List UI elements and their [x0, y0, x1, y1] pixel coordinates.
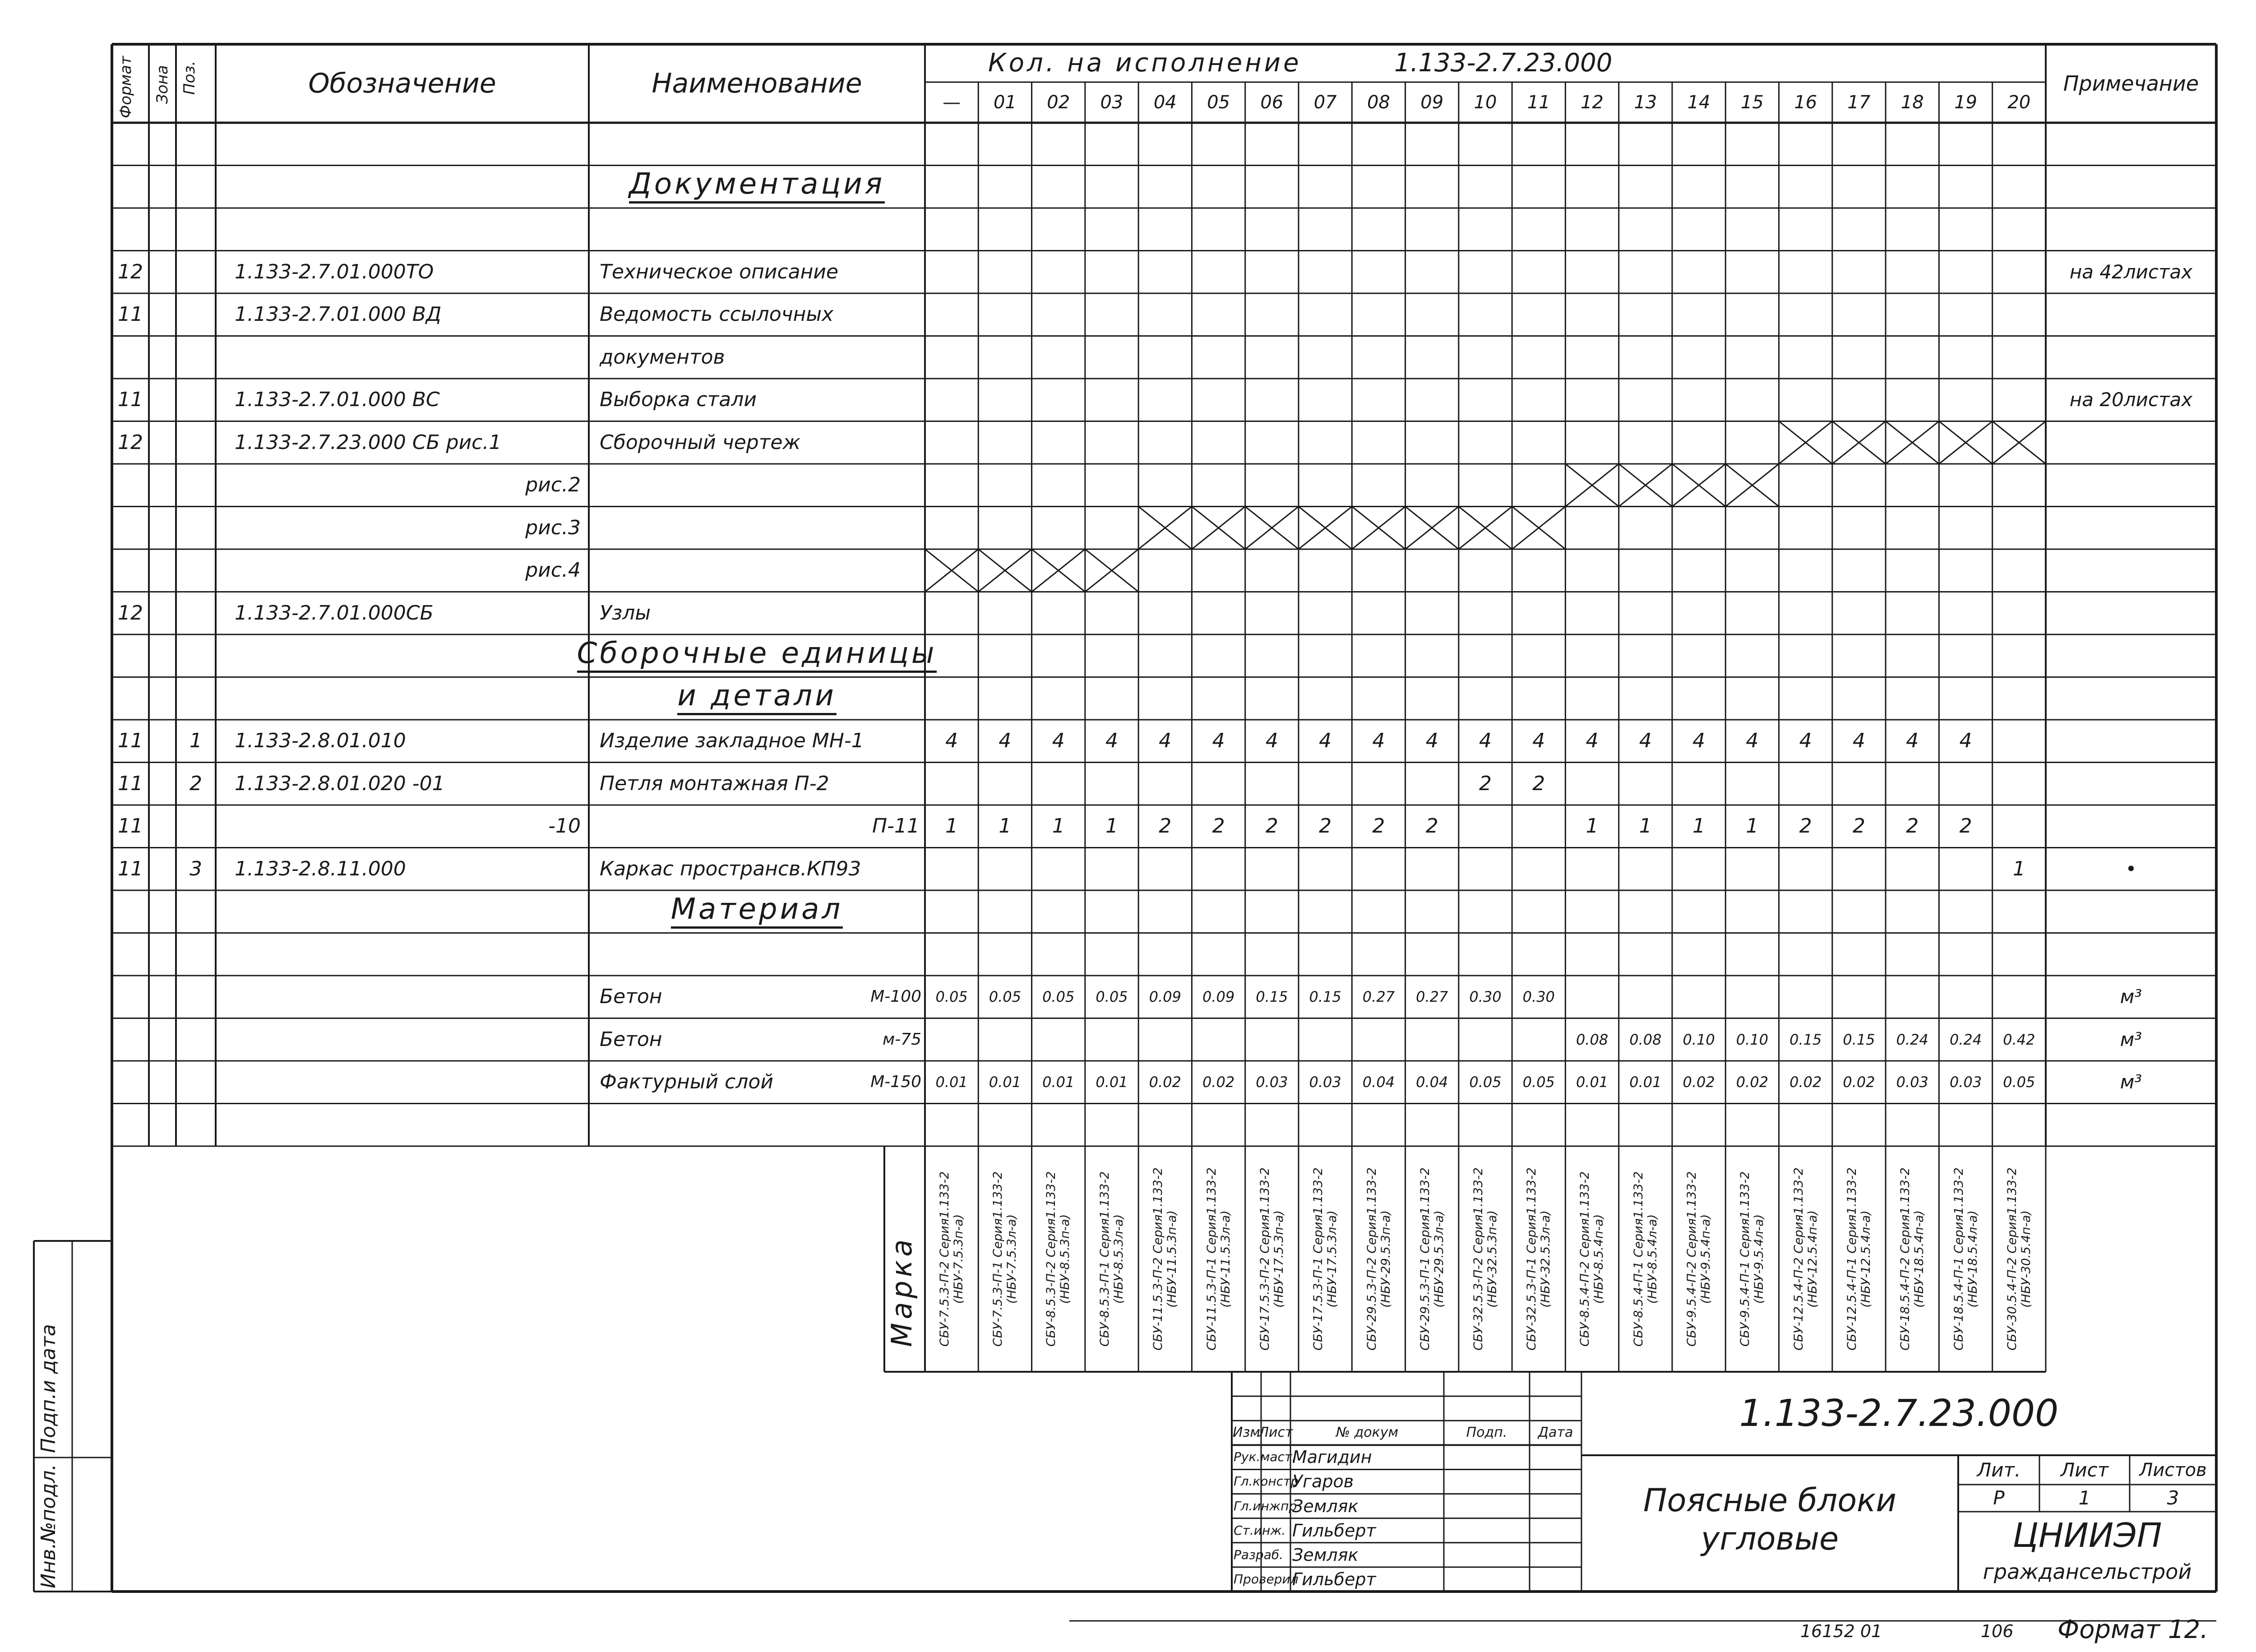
header-pos: Поз.: [180, 60, 199, 95]
row-note: м³: [2120, 1071, 2142, 1093]
count-value: 4: [999, 729, 1012, 753]
marka-item: [1405, 1146, 1459, 1372]
marka-item-text: СБУ-8.5.3-П-1 Серия1.133-2 (НБУ-8.5.3л-а): [1097, 1171, 1126, 1347]
section-heading-text: Сборочные единицы: [577, 639, 937, 673]
count-value: 2: [1479, 772, 1492, 795]
side-stamp-sign: Подп.и дата: [37, 1324, 60, 1453]
row-designation: рис.3: [525, 516, 581, 539]
exec-column-header: 14: [1687, 92, 1710, 113]
row-grade: М-100: [870, 987, 921, 1006]
row-name: Выборка стали: [600, 388, 757, 412]
exec-column-header: 09: [1420, 92, 1444, 113]
marka-item: [1992, 1146, 2046, 1372]
marka-item: [925, 1146, 978, 1372]
count-value: 2: [1959, 814, 1972, 838]
count-value: 4: [1372, 729, 1385, 753]
exec-column-header: 07: [1313, 92, 1337, 113]
marka-item-text: СБУ-8.5.4-П-1 Серия1.133-2 (НБУ-8.5.4л-а): [1631, 1171, 1660, 1347]
signature-role: Рук.маст.: [1234, 1449, 1296, 1465]
signature-name: Гильберт: [1292, 1569, 1376, 1589]
marka-item-text: СБУ-9.5.4-П-2 Серия1.133-2 (НБУ-9.5.4п-а): [1685, 1171, 1713, 1347]
signature-name: Гильберт: [1292, 1520, 1376, 1541]
exec-column-header: 01: [993, 92, 1017, 113]
marka-item: [1939, 1146, 1992, 1372]
marka-item-text: СБУ-8.5.3-П-2 Серия1.133-2 (НБУ-8.5.3п-а): [1044, 1171, 1073, 1347]
count-value: 4: [945, 729, 958, 753]
header-note: Примечание: [2063, 71, 2199, 96]
marka-item: [1779, 1146, 1832, 1372]
marka-item-text: СБУ-32.5.3-П-2 Серия1.133-2 (НБУ-32.5.3п-а): [1471, 1167, 1499, 1351]
count-value: 2: [1265, 814, 1278, 838]
count-value: 1: [2012, 857, 2025, 880]
marka-item-text: СБУ-30.5.4-П-2 Серия1.133-2 (НБУ-30.5.4п-а): [2005, 1167, 2033, 1351]
signature-role: Гл.инжпр: [1234, 1498, 1297, 1513]
marka-item-text: СБУ-7.5.3-П-2 Серия1.133-2 (НБУ-7.5.3п-а): [938, 1171, 966, 1347]
marka-item-text: СБУ-17.5.3-П-1 Серия1.133-2 (НБУ-17.5.3л-а): [1311, 1167, 1340, 1351]
exec-column-header: 16: [1794, 92, 1817, 113]
doc-title-line1: Поясные блоки: [1643, 1482, 1896, 1519]
count-value: 4: [1586, 729, 1599, 753]
count-value: 0.01: [989, 1074, 1022, 1091]
marka-item: [1299, 1146, 1352, 1372]
count-value: 2: [1319, 814, 1332, 838]
section-heading-text: и детали: [677, 681, 837, 715]
count-value: 1: [1639, 814, 1652, 838]
row-designation: 1.133-2.7.01.000ТО: [235, 260, 434, 283]
marka-item-text: СБУ-18.5.4-П-1 Серия1.133-2 (НБУ-18.5.4л-а): [1951, 1167, 1980, 1351]
count-value: 0.15: [1789, 1031, 1822, 1048]
count-value: 0.02: [1683, 1074, 1715, 1091]
count-value: 2: [1532, 772, 1545, 795]
marka-item-text: СБУ-18.5.4-П-2 Серия1.133-2 (НБУ-18.5.4п-а): [1898, 1167, 1927, 1351]
count-value: 0.15: [1843, 1031, 1875, 1048]
count-value: 2: [1159, 814, 1172, 838]
count-value: 1: [1692, 814, 1706, 838]
row-pos: 2: [190, 772, 202, 795]
count-value: 0.01: [1576, 1074, 1609, 1091]
signature-role: Ст.инж.: [1234, 1522, 1286, 1538]
lit-value: Р: [1993, 1487, 2005, 1509]
sheets-value: 3: [2167, 1487, 2179, 1509]
count-value: 1: [1105, 814, 1118, 838]
signature-role: Проверил: [1234, 1571, 1299, 1587]
row-name: Фактурный слой: [600, 1070, 773, 1094]
marka-item-text: СБУ-9.5.4-П-1 Серия1.133-2 (НБУ-9.5.4л-а): [1738, 1171, 1766, 1347]
count-value: 0.01: [1096, 1074, 1128, 1091]
marka-item: [1352, 1146, 1405, 1372]
count-value: 0.01: [1629, 1074, 1662, 1091]
count-value: 0.08: [1576, 1031, 1609, 1048]
row-format: 11: [118, 814, 143, 838]
count-value: 4: [1799, 729, 1812, 753]
row-name: Техническое описание: [600, 260, 839, 283]
count-value: 0.30: [1522, 988, 1555, 1006]
title-block-header: Изм: [1232, 1425, 1261, 1441]
row-designation: 1.133-2.8.11.000: [235, 857, 406, 880]
marka-item-text: СБУ-32.5.3-П-1 Серия1.133-2 (НБУ-32.5.3л-а): [1525, 1167, 1553, 1351]
header-designation: Обозначение: [308, 68, 496, 99]
footer-code1: 16152 01: [1800, 1621, 1882, 1641]
row-designation: 1.133-2.7.01.000 ВС: [235, 388, 440, 412]
count-value: 0.04: [1416, 1074, 1448, 1091]
footer-format: Формат 12.: [2057, 1615, 2209, 1644]
marka-label: Марка: [885, 1236, 918, 1347]
marka-item: [1565, 1146, 1618, 1372]
title-block-header: Подп.: [1466, 1425, 1507, 1441]
marka-item-text: СБУ-29.5.3-П-2 Серия1.133-2 (НБУ-29.5.3п-а): [1364, 1167, 1393, 1351]
count-value: 4: [1959, 729, 1972, 753]
count-value: 0.05: [1096, 988, 1128, 1006]
count-value: 0.27: [1416, 988, 1448, 1006]
marka-item-text: СБУ-11.5.3-П-1 Серия1.133-2 (НБУ-11.5.3л-а): [1204, 1167, 1233, 1351]
marka-item: [1672, 1146, 1725, 1372]
exec-column-header: 13: [1634, 92, 1657, 113]
marka-item: [1245, 1146, 1299, 1372]
row-name: Петля монтажная П-2: [600, 772, 829, 795]
exec-column-header: 15: [1740, 92, 1764, 113]
count-value: 0.24: [1896, 1031, 1928, 1048]
count-value: 2: [1212, 814, 1225, 838]
header-name: Наименование: [652, 68, 862, 99]
section-heading-text: Материал: [671, 895, 843, 929]
count-value: 0.03: [1256, 1074, 1288, 1091]
row-name: Бетон: [600, 1027, 662, 1051]
count-value: 4: [1425, 729, 1438, 753]
sheet-label: Лист: [2060, 1458, 2109, 1481]
row-designation: рис.2: [525, 473, 581, 497]
row-note: м³: [2120, 986, 2142, 1008]
marka-item-text: СБУ-11.5.3-П-2 Серия1.133-2 (НБУ-11.5.3п-а): [1151, 1167, 1179, 1351]
row-format: 12: [118, 430, 143, 454]
exec-column-header: 02: [1047, 92, 1070, 113]
doc-number: 1.133-2.7.23.000: [1739, 1392, 2059, 1435]
row-format: 12: [118, 260, 143, 283]
count-value: 0.03: [1309, 1074, 1341, 1091]
count-value: 0.02: [1736, 1074, 1769, 1091]
marka-item-text: СБУ-8.5.4-П-2 Серия1.133-2 (НБУ-8.5.4п-а): [1578, 1171, 1606, 1347]
footer-code2: 106: [1981, 1621, 2014, 1641]
count-value: 0.05: [1522, 1074, 1555, 1091]
exec-column-header: 03: [1100, 92, 1123, 113]
count-value: 0.05: [2003, 1074, 2035, 1091]
count-value: 0.15: [1256, 988, 1288, 1006]
section-heading: [577, 634, 937, 677]
count-value: 0.04: [1362, 1074, 1395, 1091]
marka-item: [1619, 1146, 1672, 1372]
count-value: 4: [1852, 729, 1865, 753]
count-value: 0.09: [1149, 988, 1181, 1006]
marka-item: [1459, 1146, 1512, 1372]
title-block-header: № докум: [1336, 1425, 1399, 1441]
count-value: 0.30: [1469, 988, 1502, 1006]
count-value: 0.05: [1042, 988, 1075, 1006]
row-note: на 42листах: [2069, 260, 2193, 283]
exec-column-header: 05: [1207, 92, 1230, 113]
row-grade: М-150: [870, 1073, 921, 1092]
row-name: Каркас пространсв.КП93: [600, 857, 861, 880]
row-format: 11: [118, 303, 143, 326]
row-note: м³: [2120, 1028, 2142, 1050]
exec-column-header: 18: [1900, 92, 1924, 113]
exec-column-header: 12: [1581, 92, 1604, 113]
row-format: 11: [118, 772, 143, 795]
row-name: Узлы: [600, 601, 651, 625]
count-value: 1: [1586, 814, 1599, 838]
row-format: 12: [118, 601, 143, 625]
title-block-header: Лист: [1258, 1425, 1293, 1441]
side-stamp-inv: Инв.№подл.: [37, 1464, 60, 1588]
marka-item-text: СБУ-7.5.3-П-1 Серия1.133-2 (НБУ-7.5.3л-а): [991, 1171, 1019, 1347]
count-value: 0.03: [1896, 1074, 1928, 1091]
marka-item: [1512, 1146, 1565, 1372]
header-counts-title: Кол. на исполнение: [988, 48, 1302, 78]
signature-name: Магидин: [1292, 1447, 1372, 1467]
count-value: 0.01: [935, 1074, 968, 1091]
exec-column-header: 04: [1153, 92, 1177, 113]
marka-item: [1725, 1146, 1779, 1372]
count-value: 0.10: [1683, 1031, 1715, 1048]
count-value: 0.05: [989, 988, 1022, 1006]
marka-item: [1886, 1146, 1939, 1372]
exec-column-header: 20: [2007, 92, 2031, 113]
section-heading-text: Документация: [629, 170, 885, 204]
count-value: 0.02: [1843, 1074, 1875, 1091]
count-value: 4: [1906, 729, 1919, 753]
count-value: 0.24: [1949, 1031, 1982, 1048]
count-value: 4: [1159, 729, 1172, 753]
row-pos: 1: [190, 729, 202, 753]
count-value: 4: [1746, 729, 1759, 753]
count-value: 1: [1052, 814, 1065, 838]
count-value: 0.02: [1149, 1074, 1181, 1091]
marka-item: [1138, 1146, 1192, 1372]
count-value: 4: [1105, 729, 1118, 753]
count-value: 0.01: [1042, 1074, 1075, 1091]
marka-item-text: СБУ-12.5.4-П-2 Серия1.133-2 (НБУ-12.5.4п-а): [1791, 1167, 1820, 1351]
signature-name: Угаров: [1292, 1472, 1354, 1492]
row-designation: рис.4: [525, 559, 581, 582]
count-value: 2: [1852, 814, 1865, 838]
row-note: на 20листах: [2069, 389, 2193, 411]
count-value: 4: [1479, 729, 1492, 753]
count-value: 4: [1212, 729, 1225, 753]
row-designation: 1.133-2.7.23.000 СБ рис.1: [235, 430, 502, 454]
section-heading: [589, 677, 925, 720]
count-value: 0.09: [1202, 988, 1235, 1006]
signature-name: Земляк: [1292, 1545, 1359, 1565]
count-value: 0.27: [1362, 988, 1395, 1006]
marka-item: [1032, 1146, 1085, 1372]
count-value: 1: [1746, 814, 1759, 838]
count-value: 4: [1265, 729, 1278, 753]
signature-role: Разраб.: [1234, 1547, 1284, 1562]
count-value: 1: [999, 814, 1012, 838]
doc-title-line2: угловые: [1701, 1520, 1839, 1557]
count-value: 0.03: [1949, 1074, 1982, 1091]
sheet-value: 1: [2078, 1487, 2091, 1509]
header-zone: Зона: [153, 65, 171, 104]
sheets-label: Листов: [2139, 1459, 2207, 1481]
count-value: 4: [1052, 729, 1065, 753]
row-name: документов: [600, 345, 725, 369]
signature-role: Гл.констр: [1234, 1474, 1299, 1489]
row-grade: м-75: [883, 1030, 921, 1049]
marka-item: [1832, 1146, 1886, 1372]
title-block-header: Дата: [1538, 1425, 1573, 1441]
marka-item-text: СБУ-12.5.4-П-1 Серия1.133-2 (НБУ-12.5.4л-а): [1845, 1167, 1873, 1351]
row-name: Сборочный чертеж: [600, 430, 801, 454]
count-value: 2: [1372, 814, 1385, 838]
count-value: 0.08: [1629, 1031, 1662, 1048]
exec-column-header: —: [943, 92, 961, 113]
exec-column-header: 11: [1527, 92, 1550, 113]
org-sub: граждансельстрой: [1983, 1559, 2192, 1584]
row-designation: -10: [548, 814, 581, 838]
row-format: 11: [118, 729, 143, 753]
count-value: 0.15: [1309, 988, 1341, 1006]
exec-column-header: 08: [1367, 92, 1390, 113]
count-value: 4: [1639, 729, 1652, 753]
row-format: 11: [118, 857, 143, 880]
row-designation: 1.133-2.7.01.000СБ: [235, 601, 434, 625]
count-value: 4: [1319, 729, 1332, 753]
count-value: 2: [1799, 814, 1812, 838]
row-designation: 1.133-2.8.01.020 -01: [235, 772, 445, 795]
marka-item-text: СБУ-29.5.3-П-1 Серия1.133-2 (НБУ-29.5.3л-а): [1418, 1167, 1446, 1351]
count-value: 2: [1906, 814, 1919, 838]
row-format: 11: [118, 388, 143, 412]
row-name: П-11: [872, 814, 920, 838]
marka-item: [978, 1146, 1031, 1372]
count-value: 0.02: [1202, 1074, 1235, 1091]
signature-name: Земляк: [1292, 1496, 1359, 1516]
row-designation: 1.133-2.7.01.000 ВД: [235, 303, 442, 326]
count-value: 0.10: [1736, 1031, 1769, 1048]
exec-column-header: 10: [1474, 92, 1497, 113]
section-heading: [589, 890, 925, 933]
marka-item: [1085, 1146, 1138, 1372]
row-designation: 1.133-2.8.01.010: [235, 729, 406, 753]
count-value: 4: [1692, 729, 1706, 753]
section-heading: [589, 166, 925, 208]
marka-item-text: СБУ-17.5.3-П-2 Серия1.133-2 (НБУ-17.5.3п-а): [1257, 1167, 1286, 1351]
count-value: 2: [1425, 814, 1438, 838]
count-value: 4: [1532, 729, 1545, 753]
count-value: 0.42: [2003, 1031, 2035, 1048]
count-value: 0.02: [1789, 1074, 1822, 1091]
exec-column-header: 19: [1954, 92, 1978, 113]
row-name: Бетон: [600, 985, 662, 1009]
exec-column-header: 17: [1847, 92, 1871, 113]
row-name: Изделие закладное МН-1: [600, 729, 864, 753]
exec-column-header: 06: [1260, 92, 1284, 113]
count-value: 0.05: [1469, 1074, 1502, 1091]
header-counts-doc: 1.133-2.7.23.000: [1394, 48, 1613, 78]
org-name: ЦНИИЭП: [2012, 1516, 2162, 1555]
row-name: Ведомость ссылочных: [600, 303, 834, 326]
row-pos: 3: [190, 857, 202, 880]
lit-label: Лит.: [1977, 1458, 2021, 1481]
count-value: 0.05: [935, 988, 968, 1006]
header-format: Формат: [117, 56, 135, 118]
row-note: •: [2125, 857, 2137, 880]
count-value: 1: [945, 814, 958, 838]
marka-item: [1192, 1146, 1245, 1372]
